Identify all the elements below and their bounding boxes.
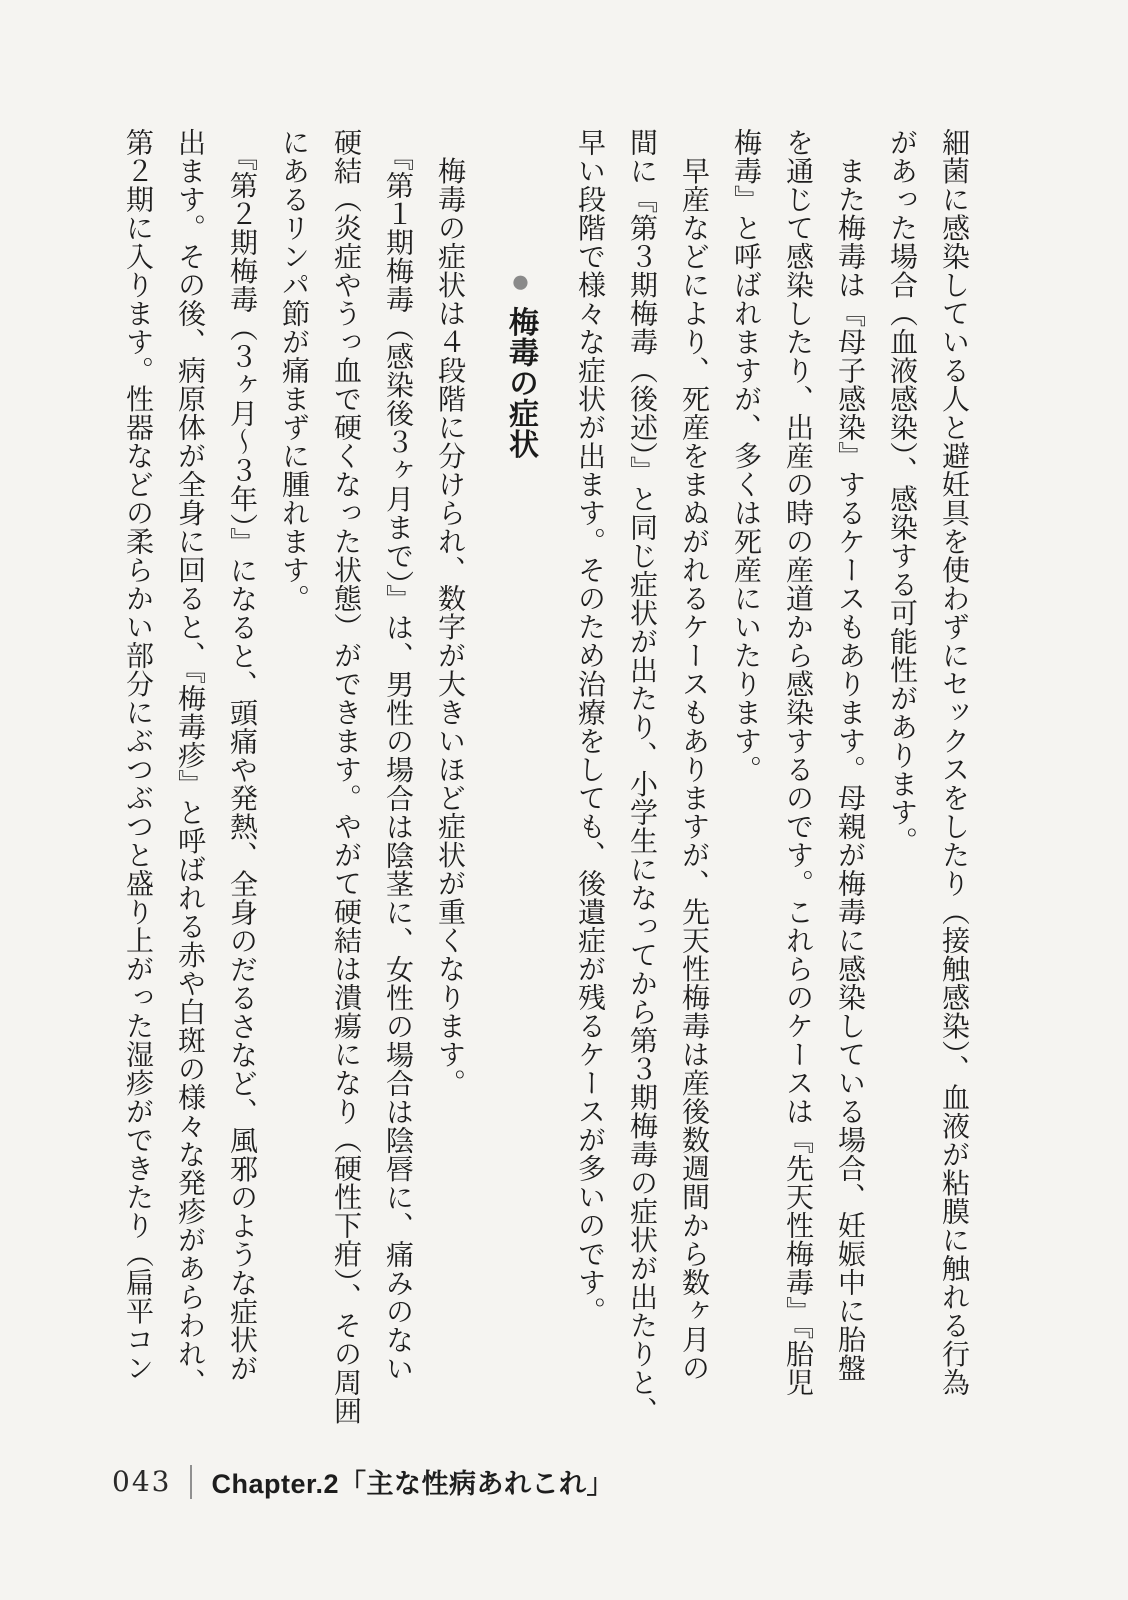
page-number: 043	[112, 1465, 172, 1498]
text-column: 『第２期梅毒（３ヶ月～３年）』になると、頭痛や発熱、全身のだるさなど、風邪のような症状が	[227, 128, 258, 1383]
page-footer	[112, 1462, 614, 1501]
text-column: を通じて感染したり、出産の時の産道から感染するのです。これらのケースは『先天性梅毒』『胎児	[783, 128, 814, 1397]
text-column: 硬結（炎症やうっ血で硬くなった状態）ができます。やがて硬結は潰瘍になり（硬性下疳）、その周囲	[331, 128, 362, 1425]
section-title: 梅毒の症状	[504, 306, 537, 459]
section-bullet-icon: ●	[502, 262, 539, 300]
vertical-text-area	[112, 128, 980, 1428]
chapter-label: Chapter.2「主な性病あれこれ」	[211, 1469, 614, 1499]
text-column: 梅毒の症状は４段階に分けられ、数字が大きいほど症状が重くなります。	[435, 128, 466, 1097]
section-header	[494, 128, 546, 1428]
text-column: 『第１期梅毒（感染後３ヶ月まで）』は、男性の場合は陰茎に、女性の場合は陰唇に、痛みのない	[383, 128, 414, 1383]
text-column: 早産などにより、死産をまぬがれるケースもありますが、先天性梅毒は産後数週間から数ヶ月の	[679, 128, 710, 1382]
text-column: 間に『第３期梅毒（後述）』と同じ症状が出たり、小学生になってから第３期梅毒の症状が出たりと、	[627, 128, 658, 1425]
text-column: また梅毒は『母子感染』するケースもあります。母親が梅毒に感染している場合、妊娠中に胎盤	[835, 128, 866, 1382]
text-column: 第２期に入ります。性器などの柔らかい部分にぶつぶつと盛り上がった湿疹ができたり（扁平コン	[123, 128, 154, 1382]
text-column: 細菌に感染している人と避妊具を使わずにセックスをしたり（接触感染）、血液が粘膜に触れる行為	[939, 128, 970, 1397]
text-column: 梅毒』と呼ばれますが、多くは死産にいたります。	[731, 128, 762, 784]
text-column: 出ます。その後、病原体が全身に回ると、『梅毒疹』と呼ばれる赤や白斑の様々な発疹があらわれ、	[175, 128, 206, 1397]
footer-divider	[190, 1465, 192, 1499]
text-column: にあるリンパ節が痛まずに腫れます。	[279, 128, 310, 613]
text-column: 早い段階で様々な症状が出ます。そのため治療をしても、後遺症が残るケースが多いのです。	[575, 128, 606, 1325]
text-column: があった場合（血液感染）、感染する可能性があります。	[887, 128, 918, 855]
